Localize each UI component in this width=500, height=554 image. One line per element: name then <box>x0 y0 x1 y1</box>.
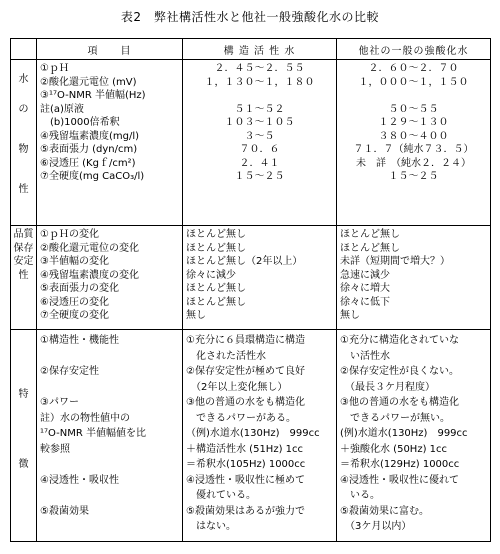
value-text: ほとんど無し <box>340 242 400 254</box>
values-ours-features <box>183 330 337 542</box>
value-text: ④浸透性・吸収性に優れて <box>340 474 459 486</box>
item-text: ④残留塩素濃度の変化 <box>40 269 139 281</box>
item-text: ⑥浸透圧の変化 <box>40 296 109 308</box>
value-text: 徐々に増大 <box>340 283 390 294</box>
value-text: ①充分に構造化されていな <box>340 335 459 346</box>
value-text: できるパワーがある。 <box>186 412 296 424</box>
value-text: １，０００～１，１５０ <box>358 76 469 88</box>
item-text: ⑤表面張力の変化 <box>40 283 119 294</box>
value-text: 無し <box>340 310 360 321</box>
category-char: 品質 <box>13 229 34 240</box>
value-text: ②保存安定性が良くない。 <box>340 366 459 377</box>
category-char: 水 <box>18 74 29 85</box>
item-text <box>40 457 179 473</box>
value-text: ⑤殺菌効果に富む。 <box>340 505 429 517</box>
value-text: ７０．６ <box>239 144 280 155</box>
value-text: １５～２５ <box>388 171 439 182</box>
value-text: １０３～１０５ <box>224 117 295 128</box>
item-text: ②保存安定性 <box>40 366 99 377</box>
item-text <box>40 519 179 535</box>
item-text: ①ｐＨの変化 <box>40 229 99 240</box>
value-text: ２．６０～２．７０ <box>368 63 459 74</box>
value-text: (例)水道水(130Hz) 999cc <box>340 428 468 439</box>
category-char: 性 <box>18 269 29 281</box>
category-char: の <box>18 104 29 115</box>
value-text: （2年以上変化無し） <box>186 381 288 393</box>
value-text: ④浸透性・吸収性に極めて <box>186 474 305 486</box>
values-other-quality-stability <box>337 226 491 330</box>
value-text: ほとんど無し（2年以上） <box>186 256 303 267</box>
value-text: ＋強酸化水 (50Hz) 1cc <box>340 443 448 455</box>
items-features <box>37 330 183 542</box>
corner-cell <box>11 39 37 60</box>
value-text: 急速に減少 <box>340 269 390 281</box>
section-features <box>11 330 491 542</box>
value-text: ⑤殺菌効果はあるが強力で <box>186 505 305 517</box>
item-text: 較参照 <box>40 443 70 455</box>
item-text: 註(a)原液 <box>40 103 84 115</box>
value-text: ３～５ <box>244 130 275 142</box>
value-text: いる。 <box>340 490 380 501</box>
item-text <box>40 349 179 365</box>
value-text <box>186 89 333 103</box>
category-water-properties <box>11 60 37 226</box>
category-char: 物 <box>18 144 29 155</box>
value-text: ２．４５～２．５５ <box>214 63 305 74</box>
value-text: ５０～５５ <box>388 103 439 115</box>
section-water-properties <box>11 60 491 226</box>
value-text: ほとんど無し <box>186 229 246 240</box>
values-other-water-properties <box>337 60 491 226</box>
header-row <box>11 39 491 60</box>
item-text: ①ｐＨ <box>40 63 69 74</box>
items-quality-stability <box>37 226 183 330</box>
item-text: ⑤殺菌効果 <box>40 505 89 517</box>
value-text: 化された活性水 <box>186 350 266 362</box>
value-text: はない。 <box>186 521 236 532</box>
value-text: ほとんど無し <box>186 283 246 294</box>
values-other-features <box>337 330 491 542</box>
value-text: ほとんど無し <box>186 296 246 308</box>
value-text: ５１～５２ <box>234 103 285 115</box>
item-text: ③半値幅の変化 <box>40 256 109 267</box>
value-text: 徐々に減少 <box>186 269 236 281</box>
header-item: 項 目 <box>37 39 183 60</box>
value-text: ①充分に６員環構造に構造 <box>186 335 305 346</box>
value-text: ＝希釈水(129Hz) 1000cc <box>340 459 460 470</box>
value-text <box>340 89 487 103</box>
category-quality-stability <box>11 226 37 330</box>
item-text <box>40 380 179 396</box>
value-text: 未 詳 （純水２．２４） <box>356 157 471 169</box>
values-ours-water-properties <box>183 60 337 226</box>
value-text: ３８０～４００ <box>378 130 449 142</box>
value-text: ほとんど無し <box>186 242 246 254</box>
item-text: ⑦全硬度の変化 <box>40 310 109 321</box>
category-char: 性 <box>18 184 29 195</box>
value-text: 徐々に低下 <box>340 296 390 308</box>
value-text: 無し <box>186 310 206 321</box>
value-text: ＋構造活性水 (51Hz) 1cc <box>186 443 304 455</box>
value-text: ＝希釈水(105Hz) 1000cc <box>186 459 306 470</box>
value-text: い活性水 <box>340 350 390 362</box>
item-text: (b)1000倍希釈 <box>40 117 120 128</box>
value-text: １５～２５ <box>234 171 285 182</box>
value-text: ２．４１ <box>239 157 280 169</box>
category-char: 徴 <box>18 459 29 470</box>
category-char: 保存 <box>13 242 34 254</box>
category-features <box>11 330 37 542</box>
value-text: できるパワーが無い。 <box>340 412 450 424</box>
value-text: ７１．７（純水７３．５） <box>353 144 474 155</box>
item-text: ⑦全硬度(mg CaCO₃/l) <box>40 171 145 182</box>
item-text: ¹⁷O-NMR 半値幅値を比 <box>40 428 147 439</box>
header-ours: 構 造 活 性 水 <box>183 39 337 60</box>
category-char: 特 <box>18 389 29 400</box>
comparison-table <box>10 38 491 542</box>
value-text: （例)水道水(130Hz) 999cc <box>186 428 320 439</box>
header-other: 他社の一般の強酸化水 <box>337 39 491 60</box>
value-text: ほとんど無し <box>340 229 400 240</box>
item-text: ③¹⁷O-NMR 半値幅(Hz) <box>40 90 146 101</box>
value-text: （3ケ月以内） <box>340 521 412 532</box>
item-text: ⑥浸透圧 (Kgｆ/cm²) <box>40 157 136 169</box>
value-text: ③他の普通の水をも構造化 <box>186 397 305 408</box>
item-text: ②酸化還元電位の変化 <box>40 242 139 254</box>
item-text <box>40 488 179 504</box>
value-text: 未詳（短期間で増大？） <box>340 256 450 267</box>
item-text: ③パワー <box>40 397 79 408</box>
item-text: ④浸透性・吸収性 <box>40 474 119 486</box>
values-ours-quality-stability <box>183 226 337 330</box>
table-title: 表2 弊社構活性水と他社一般強酸化水の比較 <box>120 10 380 24</box>
value-text: １，１３０～１，１８０ <box>204 76 315 88</box>
value-text: ②保存安定性が極めて良好 <box>186 366 305 377</box>
category-char: 安定 <box>13 256 34 267</box>
section-quality-stability <box>11 226 491 330</box>
item-text: 註）水の物性値中の <box>40 412 130 424</box>
item-text: ⑤表面張力 (dyn/cm) <box>40 144 138 155</box>
item-text: ②酸化還元電位 (mV) <box>40 76 137 88</box>
value-text: 優れている。 <box>186 490 256 501</box>
value-text: １２９～１３０ <box>378 117 449 128</box>
items-water-properties <box>37 60 183 226</box>
value-text: ③他の普通の水をも構造化 <box>340 397 459 408</box>
item-text: ①構造性・機能性 <box>40 335 119 346</box>
item-text: ④残留塩素濃度(mg/l) <box>40 130 140 142</box>
value-text: （最長３ケ月程度） <box>340 381 435 393</box>
